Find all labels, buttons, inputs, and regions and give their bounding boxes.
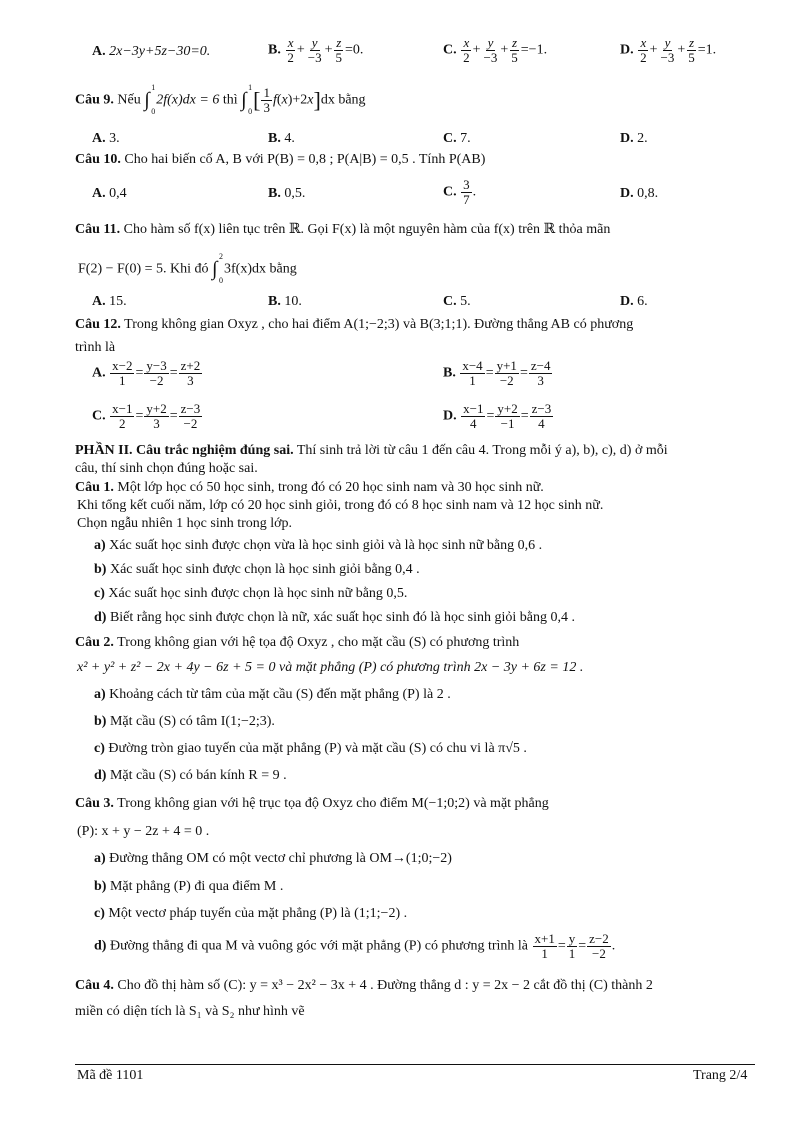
- q9-stem: Câu 9. Nếu ∫ 1 0 2f(x)dx = 6 thì ∫ 1 0 [ $\frac{1}{3}$ f(x)+2x]dx bằng: [75, 83, 366, 116]
- q10-option-c: C. $\frac{3}{7}$ .: [443, 177, 477, 207]
- p3-stem-line1: Câu 3. Trong không gian với hệ trục tọa độ Oxyz cho điểm M(−1;0;2) và mặt phẳng: [75, 796, 549, 811]
- p2-item-c: c) Đường tròn giao tuyến của mặt phẳng (P) và mặt cầu (S) có chu vi là π√5 .: [94, 741, 527, 756]
- part2-heading-line2: câu, thí sinh chọn đúng hoặc sai.: [75, 461, 258, 476]
- q11-option-a: A. 15.: [92, 294, 127, 309]
- p1-item-a: a) Xác suất học sinh được chọn vừa là học sinh giỏi và là học sinh nữ bằng 0,6 .: [94, 538, 543, 553]
- p3-item-c: c) Một vectơ pháp tuyến của mặt phẳng (P) là (1;1;−2) .: [94, 906, 408, 921]
- p3-stem-line2: (P): x + y − 2z + 4 = 0 .: [77, 824, 210, 839]
- p4-stem-line1: Câu 4. Cho đồ thị hàm số (C): y = x³ − 2x² − 3x + 4 . Đường thẳng d : y = 2x − 2 cắt đồ thị (C) thành 2: [75, 978, 653, 993]
- p1-stem-line1: Câu 1. Một lớp học có 50 học sinh, trong đó có 20 học sinh nam và 30 học sinh nữ.: [75, 480, 544, 495]
- q10-option-b: B. 0,5.: [268, 186, 306, 201]
- q8-option-d: D. $\frac{x}{2}$ + $\frac{y}{-3}$ + $\frac{z}{5}$ =1.: [620, 35, 717, 65]
- q9-option-c: C. 7.: [443, 131, 471, 146]
- q10-option-d: D. 0,8.: [620, 186, 659, 201]
- footer-page-number: Trang 2/4: [693, 1068, 748, 1083]
- q10-stem: Câu 10. Cho hai biến cố A, B với P(B) = 0,8 ; P(A|B) = 0,5 . Tính P(AB): [75, 152, 486, 167]
- q10-option-a: A. 0,4: [92, 186, 127, 201]
- p1-item-b: b) Xác suất học sinh được chọn là học sinh giỏi bằng 0,4 .: [94, 562, 420, 577]
- p1-item-d: d) Biết rằng học sinh được chọn là nữ, xác suất học sinh đó là học sinh giỏi bằng 0,4 .: [94, 610, 576, 625]
- p2-item-a: a) Khoảng cách từ tâm của mặt cầu (S) đến mặt phẳng (P) là 2 .: [94, 687, 451, 702]
- q12-option-c: C. $\frac{x-1}{2}$ = $\frac{y+2}{3}$ = $\frac{z-3}{-2}$: [92, 401, 201, 431]
- p3-item-a: a) Đường thẳng OM có một vectơ chỉ phương là OM→(1;0;−2): [94, 851, 452, 866]
- q8-option-b: B. $\frac{x}{2}$ + $\frac{y}{-3}$ + $\frac{z}{5}$ =0.: [268, 35, 364, 65]
- p2-item-d: d) Mặt cầu (S) có bán kính R = 9 .: [94, 768, 287, 783]
- q12-option-b: B. $\frac{x-4}{1}$ = $\frac{y+1}{-2}$ = $\frac{z-4}{3}$: [443, 358, 551, 388]
- p1-stem-line2: Khi tổng kết cuối năm, lớp có 20 học sinh giỏi, trong đó có 8 học sinh nam và 12 học sinh nữ.: [77, 498, 604, 513]
- footer-exam-code: Mã đề 1101: [77, 1068, 144, 1083]
- q11-option-b: B. 10.: [268, 294, 302, 309]
- footer-divider: [75, 1064, 755, 1065]
- q11-option-c: C. 5.: [443, 294, 471, 309]
- p3-item-b: b) Mặt phẳng (P) đi qua điểm M .: [94, 879, 284, 894]
- p1-stem-line3: Chọn ngẫu nhiên 1 học sinh trong lớp.: [77, 516, 293, 531]
- p2-stem-line1: Câu 2. Trong không gian với hệ tọa độ Oxyz , cho mặt cầu (S) có phương trình: [75, 635, 520, 650]
- p2-item-b: b) Mặt cầu (S) có tâm I(1;−2;3).: [94, 714, 275, 729]
- q12-option-a: A. $\frac{x-2}{1}$ = $\frac{y-3}{-2}$ = $\frac{z+2}{3}$: [92, 358, 201, 388]
- q9-option-a: A. 3.: [92, 131, 120, 146]
- q8-option-a: A. 2x−3y+5z−30=0.: [92, 44, 211, 59]
- q8-option-c: C. $\frac{x}{2}$ + $\frac{y}{-3}$ + $\frac{z}{5}$ =−1.: [443, 35, 548, 65]
- q9-option-b: B. 4.: [268, 131, 295, 146]
- p2-stem-line2: x² + y² + z² − 2x + 4y − 6z + 5 = 0 và mặt phẳng (P) có phương trình 2x − 3y + 6z = 12 .: [77, 660, 584, 675]
- q11-stem-line2: F(2) − F(0) = 5. Khi đó ∫ 2 0 3f(x)dx bằng: [78, 252, 297, 285]
- q12-stem-line2: trình là: [75, 340, 116, 355]
- q11-option-d: D. 6.: [620, 294, 648, 309]
- q11-stem-line1: Câu 11. Cho hàm số f(x) liên tục trên ℝ. Gọi F(x) là một nguyên hàm của f(x) trên ℝ thỏa mãn: [75, 222, 611, 237]
- q9-option-d: D. 2.: [620, 131, 648, 146]
- q12-option-d: D. $\frac{x-1}{4}$ = $\frac{y+2}{-1}$ = $\frac{z-3}{4}$: [443, 401, 552, 431]
- q12-stem-line1: Câu 12. Trong không gian Oxyz , cho hai điểm A(1;−2;3) và B(3;1;1). Đường thẳng AB có phương: [75, 317, 634, 332]
- p4-stem-line2: miền có diện tích là S₁ và S₂ như hình vẽ: [75, 1004, 305, 1019]
- p3-item-d: d) Đường thẳng đi qua M và vuông góc với mặt phẳng (P) có phương trình là $\frac{x+1}{1}$ = $\frac{y}{1}$ = $\frac{z-2}{-2}$ .: [94, 931, 616, 961]
- part2-heading: PHẦN II. Câu trắc nghiệm đúng sai. Thí sinh trả lời từ câu 1 đến câu 4. Trong mỗi ý a), b), c), d) ở mỗi: [75, 443, 668, 458]
- p1-item-c: c) Xác suất học sinh được chọn là học sinh nữ bằng 0,5.: [94, 586, 408, 601]
